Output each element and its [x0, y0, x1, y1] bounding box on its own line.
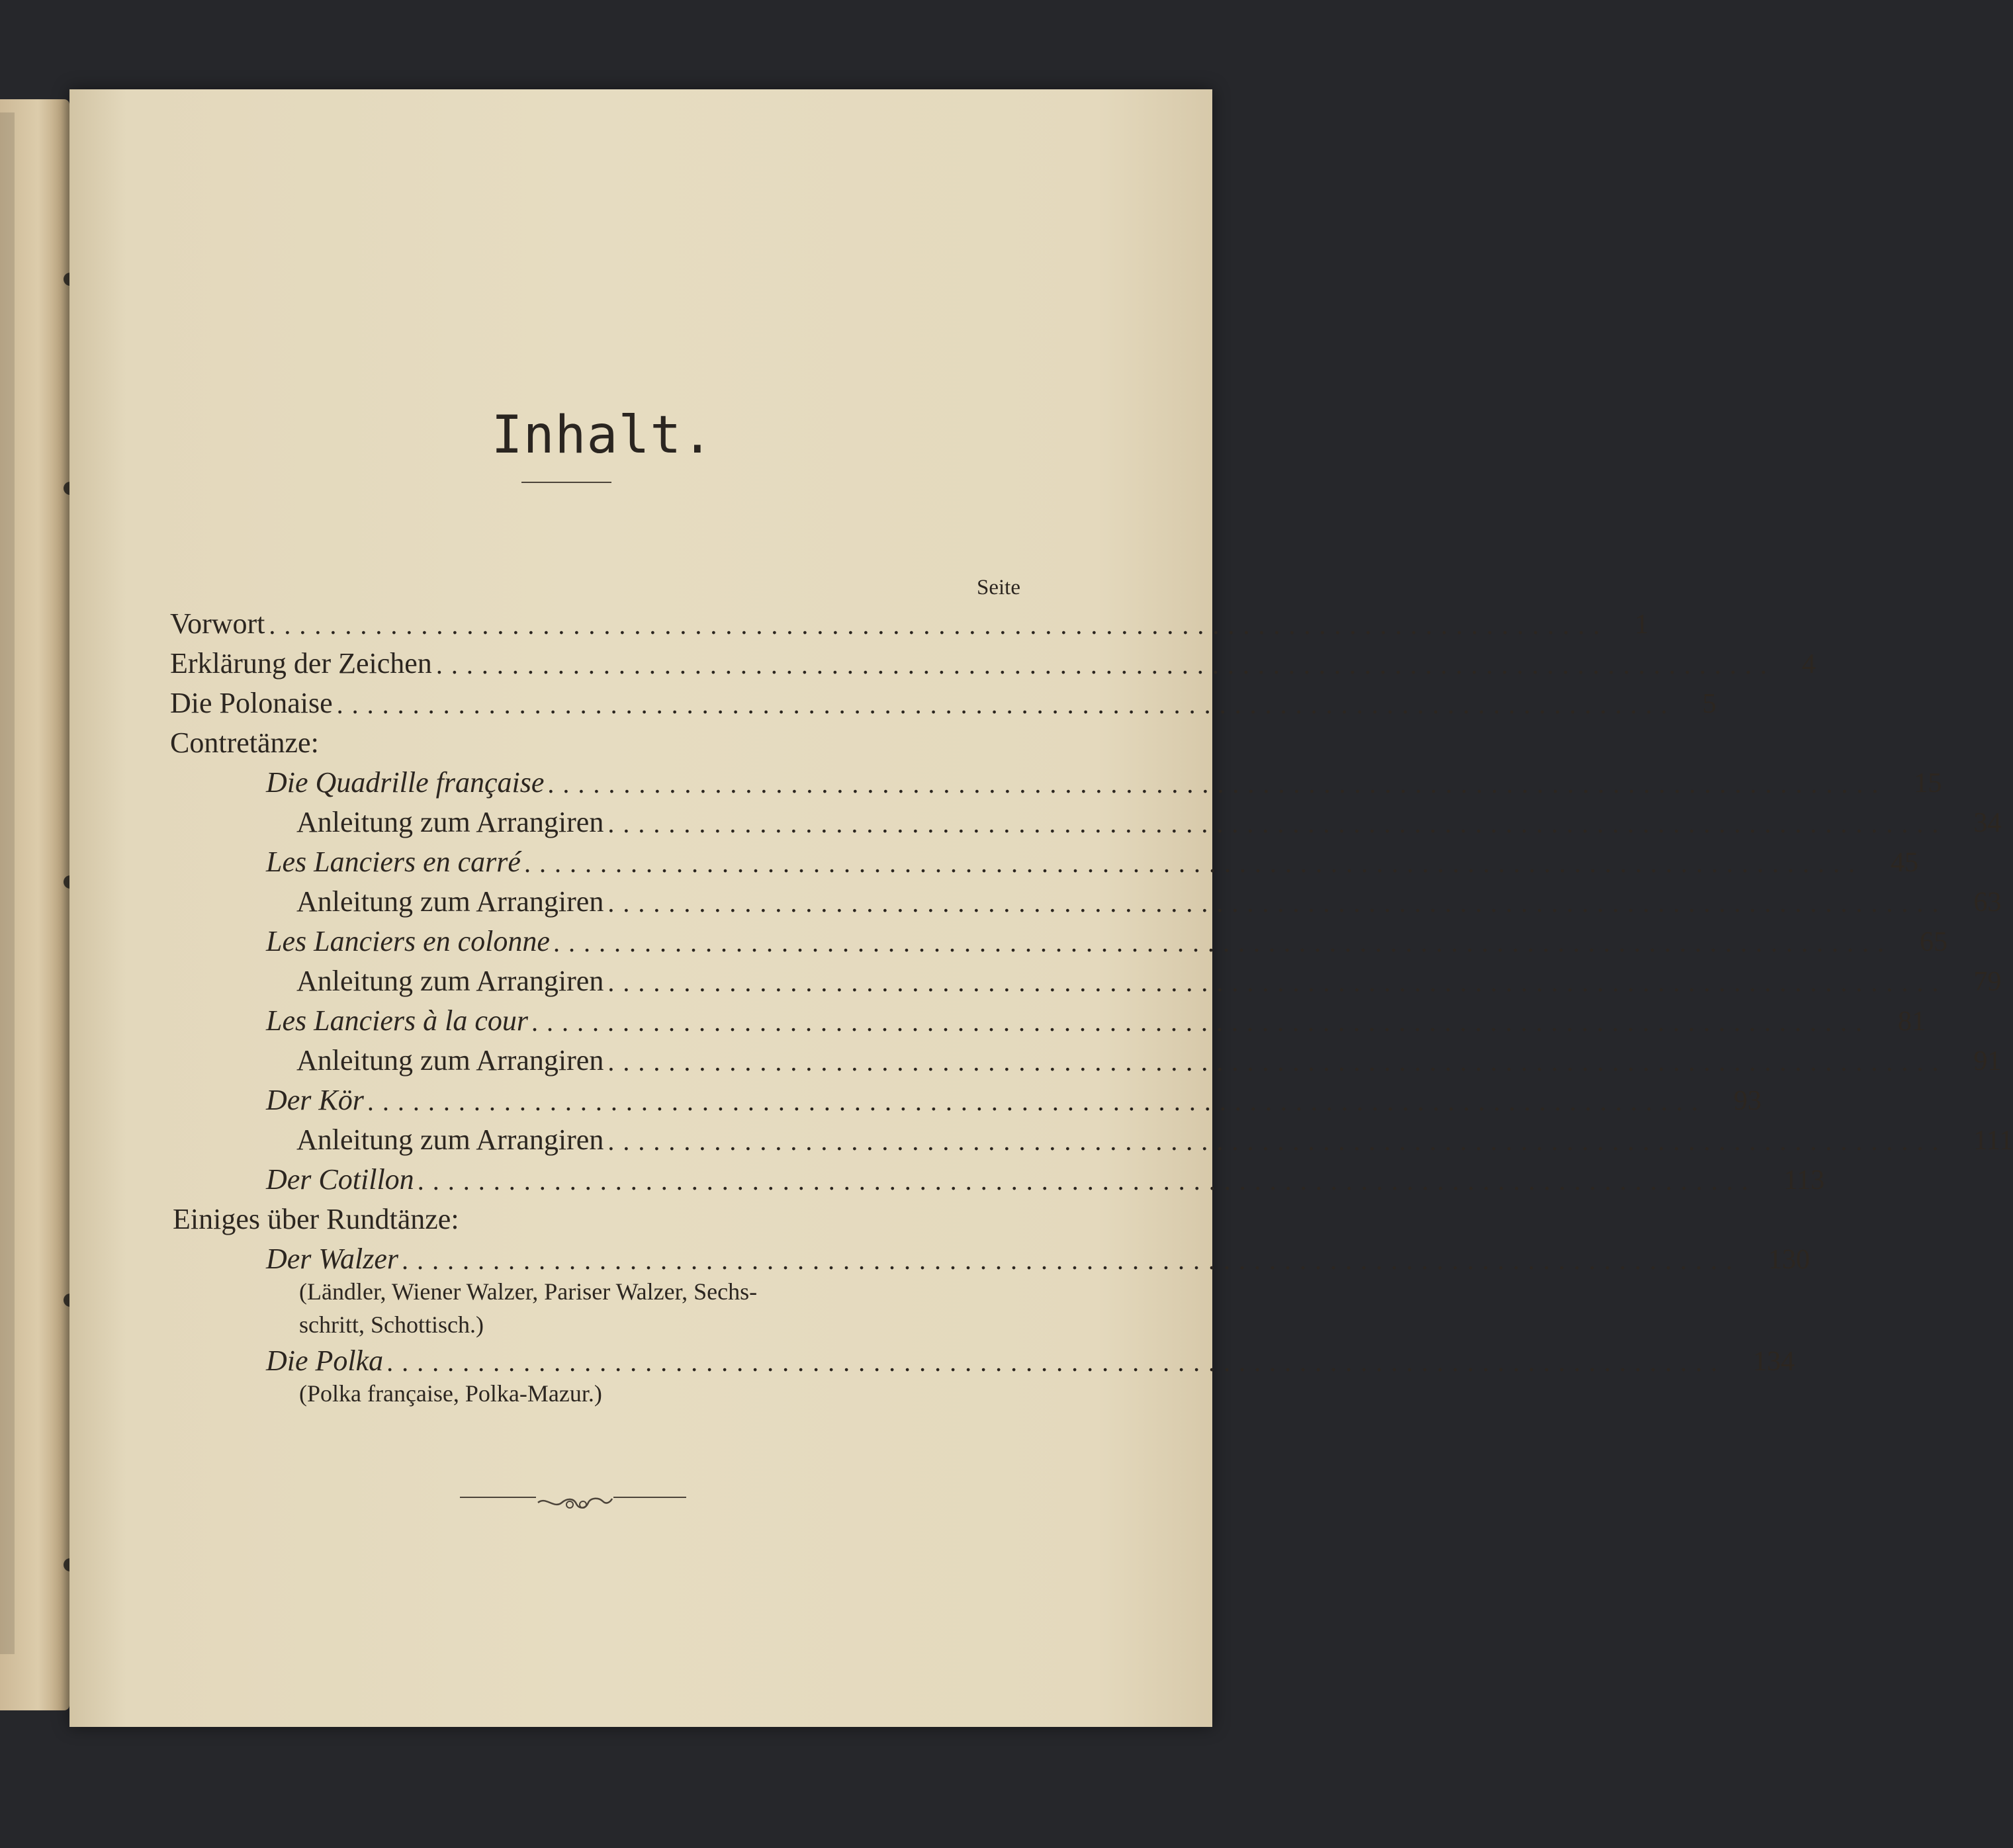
toc-entry — [266, 916, 1947, 957]
dot-leader: ........................................................................................ — [607, 888, 1947, 918]
dot-leader: ........................................................................................ — [553, 928, 1893, 957]
toc-entry-title: Vorwort — [170, 607, 265, 640]
toc-entry-title: Les Lanciers en colonne — [266, 925, 550, 957]
toc-entry-page: 130 — [1768, 1245, 1811, 1275]
page-title: Inhalt. — [491, 406, 714, 465]
dot-leader: ........................................................................................ — [367, 1086, 1707, 1116]
dot-leader: ........................................................................................ — [418, 1166, 1758, 1196]
toc-entry-page: 91 — [1973, 1046, 2002, 1077]
toc-entry — [170, 678, 1717, 719]
toc-entry-page: 134 — [1753, 1346, 1795, 1377]
toc-entry-page: 113 — [1783, 1165, 1825, 1196]
toc-entry — [266, 1234, 1811, 1275]
toc-entry-page: 81 — [1898, 1006, 1926, 1037]
toc-entry — [296, 956, 2002, 997]
toc-entry-title: Anleitung zum Arrangiren — [296, 806, 604, 838]
toc-entry-title: Der Kör — [266, 1084, 364, 1116]
toc-entry-title: Die Quadrille française — [266, 766, 545, 799]
toc-entry — [170, 638, 1816, 680]
toc-entry — [296, 877, 2002, 918]
toc-entry-page: 4 — [1801, 649, 1816, 680]
toc-entry — [266, 1155, 1825, 1196]
toc-entry-title: Anleitung zum Arrangiren — [296, 885, 604, 918]
toc-entry — [296, 1035, 2002, 1077]
toc-entry-page: 111 — [1973, 1125, 2013, 1156]
toc-entry-title: Les Lanciers en carré — [266, 846, 521, 878]
toc-entry-title: Der Cotillon — [266, 1163, 414, 1196]
toc-entry-title: Anleitung zum Arrangiren — [296, 965, 604, 997]
toc-entry-page: 5 — [1702, 689, 1717, 719]
toc-entry-title: Anleitung zum Arrangiren — [296, 1123, 604, 1156]
toc-entry-page: 79 — [1973, 967, 2002, 997]
toc-entry — [266, 1336, 1795, 1377]
toc-note: schritt, Schottisch.) — [299, 1311, 484, 1338]
toc-entry-page: 93 — [1733, 1086, 1762, 1116]
toc-entry — [170, 599, 1649, 640]
toc-entry-title: Les Lanciers à la cour — [266, 1004, 528, 1037]
dot-leader: ........................................................................................ — [435, 650, 1775, 680]
toc-note: (Polka française, Polka-Mazur.) — [299, 1380, 602, 1407]
toc-entry — [266, 758, 1942, 799]
toc-entry-page: 34 — [1973, 808, 2002, 838]
dot-leader: ........................................................................................ — [607, 967, 1947, 997]
section-title: Einiges über Rundtänze: — [173, 1203, 459, 1235]
dot-leader: ........................................................................................ — [607, 809, 1947, 838]
dot-leader: ........................................................................................ — [607, 1126, 1947, 1156]
dot-leader: ........................................................................................ — [532, 1007, 1871, 1037]
dot-leader: ........................................................................................ — [387, 1347, 1727, 1377]
toc-entry — [296, 797, 2002, 838]
dot-leader: ........................................................................................ — [269, 610, 1609, 640]
dot-leader: ........................................................................................ — [607, 1047, 1947, 1077]
toc-entry-page: 65 — [1919, 927, 1947, 957]
title-rule — [521, 482, 611, 483]
page-column-label: Seite — [977, 576, 1020, 599]
toc-entry-title: Der Walzer — [266, 1243, 399, 1275]
toc-entry-page: 45 — [1890, 848, 1918, 878]
toc-entry-title: Erklärung der Zeichen — [170, 647, 432, 680]
toc-note: (Ländler, Wiener Walzer, Pariser Walzer, Sechs- — [299, 1278, 758, 1305]
dot-leader: ........................................................................................ — [548, 769, 1888, 799]
toc-section-heading — [170, 718, 1037, 758]
book-page — [69, 89, 2013, 1727]
ornament-divider — [453, 1487, 692, 1520]
section-title: Contretänze: — [170, 726, 319, 759]
toc-entry-title: Die Polonaise — [170, 687, 333, 719]
dot-leader: ........................................................................................ — [402, 1245, 1742, 1275]
dot-leader: ........................................................................................ — [336, 689, 1676, 719]
toc-entry — [266, 837, 1918, 878]
toc-entry — [296, 1115, 2013, 1156]
toc-entry-page: 63 — [1973, 887, 2002, 918]
toc-entry-page: 1 — [1634, 609, 1649, 640]
toc-entry — [266, 1075, 1762, 1116]
toc-entry — [266, 996, 1926, 1037]
facing-page-shadow — [0, 112, 15, 1654]
toc-entry-title: Die Polka — [266, 1344, 384, 1377]
toc-section-heading — [173, 1194, 1037, 1234]
toc-entry-title: Anleitung zum Arrangiren — [296, 1044, 604, 1077]
dot-leader: ........................................................................................ — [524, 848, 1864, 878]
toc-entry-page: 15 — [1914, 768, 1942, 799]
